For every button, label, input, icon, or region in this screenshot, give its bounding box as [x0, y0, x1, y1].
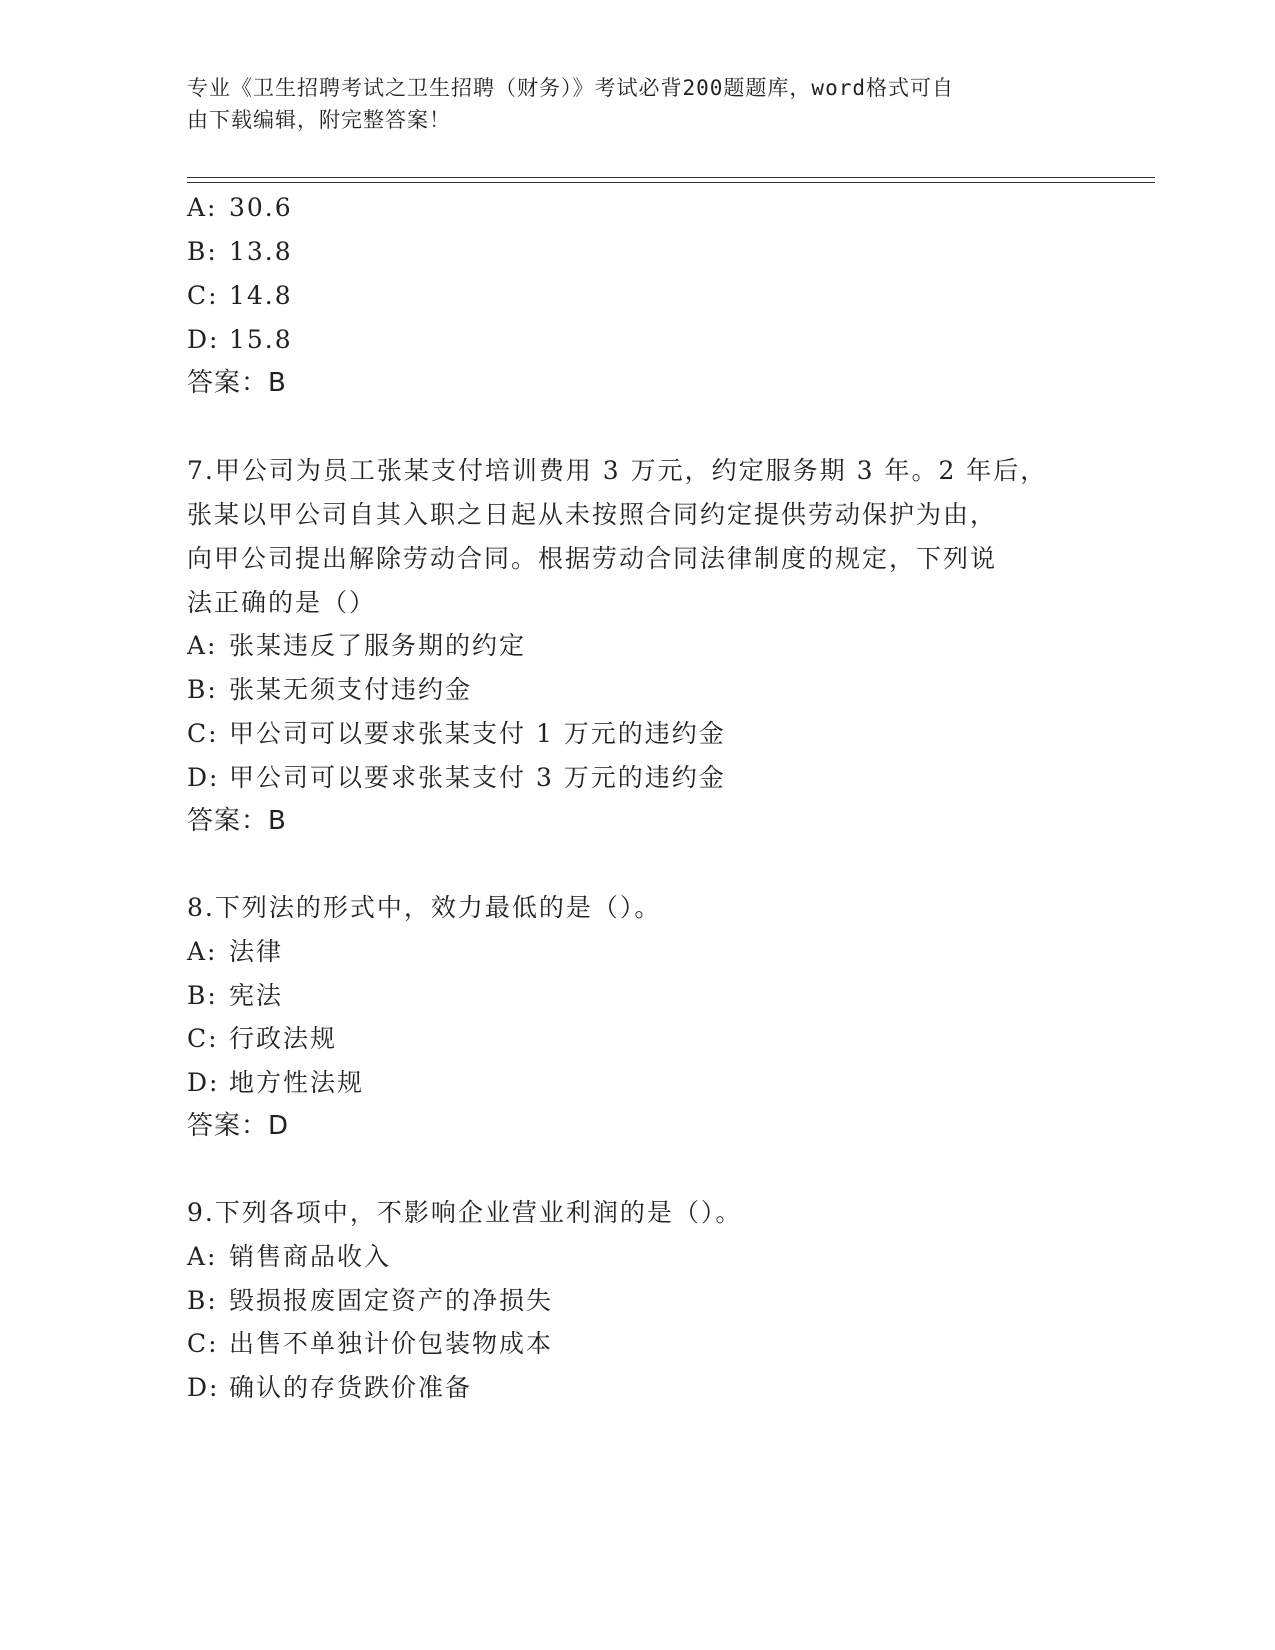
option-c [187, 280, 1087, 312]
question-stem-line: 向甲公司提出解除劳动合同。根据劳动合同法律制度的规定，下列说 [187, 544, 998, 573]
option-letter: C: [187, 1024, 219, 1053]
option-a [187, 630, 1087, 662]
option-d [187, 1067, 1087, 1099]
header-line-1: 专业《卫生招聘考试之卫生招聘（财务）》考试必背200题题库，word格式可自 [187, 76, 954, 100]
option-letter: A: [187, 1242, 218, 1271]
option-a [187, 1241, 1087, 1273]
option-letter: B: [187, 981, 218, 1010]
option-letter: B: [187, 675, 218, 704]
option-b [187, 1285, 1087, 1317]
option-text: 甲公司可以要求张某支付 1 万元的违约金 [229, 719, 726, 748]
option-text: 30.6 [229, 193, 293, 222]
option-c [187, 718, 1087, 750]
option-text: 行政法规 [229, 1024, 338, 1053]
question-stem-line: 9.下列各项中，不影响企业营业利润的是（）。 [187, 1198, 743, 1227]
question-stem-line: 8.下列法的形式中，效力最低的是（）。 [187, 893, 662, 922]
option-letter: A: [187, 631, 218, 660]
question-stem-line: 7.甲公司为员工张某支付培训费用 3 万元，约定服务期 3 年。2 年后， [187, 456, 1048, 485]
option-text: 13.8 [229, 237, 293, 266]
option-text: 出售不单独计价包装物成本 [229, 1329, 554, 1358]
option-letter: D: [187, 325, 220, 354]
answer-line: 答案：B [187, 368, 287, 398]
option-d [187, 324, 1087, 356]
header-line-2: 由下载编辑，附完整答案！ [187, 108, 451, 132]
option-letter: C: [187, 281, 219, 310]
option-b [187, 674, 1087, 706]
question-stem-line: 张某以甲公司自其入职之日起从未按照合同约定提供劳动保护为由， [187, 500, 998, 529]
option-letter: D: [187, 1373, 220, 1402]
option-text: 15.8 [229, 325, 293, 354]
option-b [187, 980, 1087, 1012]
answer-line: 答案：B [187, 806, 287, 836]
option-text: 14.8 [229, 281, 293, 310]
option-b [187, 236, 1087, 268]
option-letter: C: [187, 1329, 219, 1358]
option-text: 宪法 [229, 981, 284, 1010]
option-c [187, 1328, 1087, 1360]
option-c [187, 1023, 1087, 1055]
option-text: 地方性法规 [229, 1068, 365, 1097]
option-text: 销售商品收入 [229, 1242, 392, 1271]
option-letter: D: [187, 1068, 220, 1097]
option-d [187, 762, 1087, 794]
option-text: 法律 [229, 937, 284, 966]
answer-line: 答案：D [187, 1111, 290, 1141]
option-text: 毁损报废固定资产的净损失 [229, 1286, 554, 1315]
option-letter: B: [187, 237, 218, 266]
option-letter: A: [187, 937, 218, 966]
option-text: 张某违反了服务期的约定 [229, 631, 527, 660]
header-divider-bottom [187, 182, 1155, 183]
option-d [187, 1372, 1087, 1404]
option-letter: A: [187, 193, 218, 222]
option-letter: C: [187, 719, 219, 748]
document-header [187, 72, 1067, 136]
option-a [187, 936, 1087, 968]
option-text: 甲公司可以要求张某支付 3 万元的违约金 [229, 763, 726, 792]
option-text: 确认的存货跌价准备 [229, 1373, 473, 1402]
option-a [187, 192, 1087, 224]
question-stem-line: 法正确的是（） [187, 588, 377, 617]
option-letter: D: [187, 763, 220, 792]
option-letter: B: [187, 1286, 218, 1315]
header-divider-top [187, 177, 1155, 178]
option-text: 张某无须支付违约金 [229, 675, 473, 704]
